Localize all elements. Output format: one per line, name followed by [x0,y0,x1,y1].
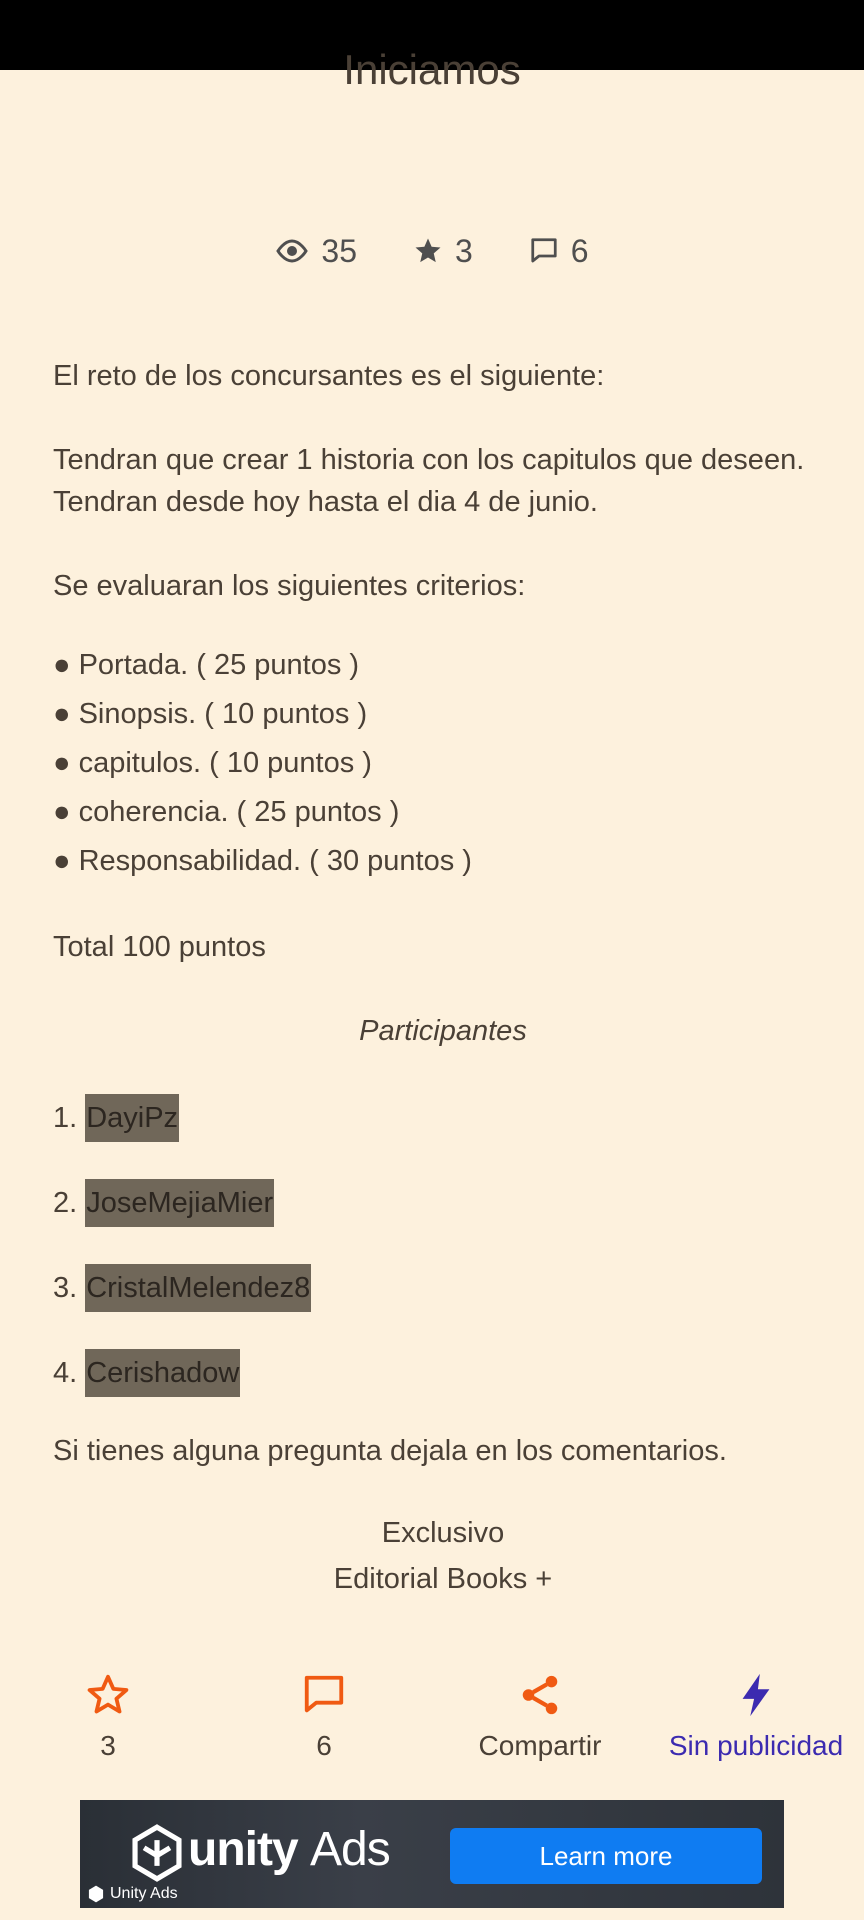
participants-heading: Participantes [359,1015,527,1047]
ad-brand [188,1822,390,1877]
ad-banner[interactable] [80,1800,784,1908]
votes-stat [413,233,473,270]
unity-logo-icon [126,1822,188,1884]
editorial-label: Editorial Books + [333,1563,553,1595]
unity-badge-icon [86,1884,106,1904]
paragraph: Tendran que crear 1 historia con los capitulos que deseen. Tendran desde hoy hasta el dia 4 de junio. [53,444,805,518]
comment-icon [529,236,559,266]
share-icon [517,1672,563,1718]
comment-outline-icon [301,1672,347,1718]
participant-item [53,1179,833,1264]
participant-number: 3. [53,1272,78,1304]
participant-number: 2. [53,1187,78,1219]
no-ads-label: Sin publicidad [668,1730,844,1761]
participant-link[interactable]: Cerishadow [85,1349,240,1397]
comments-count: 6 [570,232,589,269]
views-stat [275,233,357,270]
vote-button[interactable] [0,1672,216,1782]
list-item: ● capitulos. ( 10 puntos ) [53,747,372,779]
participant-link[interactable]: CristalMelendez8 [85,1264,311,1312]
paragraph: El reto de los concursantes es el siguiente: [53,360,605,392]
star-outline-icon [85,1672,131,1718]
comment-count: 6 [316,1730,332,1761]
share-label: Compartir [478,1730,602,1761]
ad-brand-name: unity [188,1823,298,1876]
ad-badge-label: Unity Ads [110,1885,178,1902]
action-bar [0,1672,864,1782]
no-ads-button[interactable] [648,1672,864,1782]
participant-item [53,1264,833,1349]
participant-number: 1. [53,1102,78,1134]
closing-paragraph: Si tienes alguna pregunta dejala en los comentarios. [53,1435,727,1467]
list-item: ● Portada. ( 25 puntos ) [53,649,360,681]
chapter-content [53,355,833,1602]
ad-badge [86,1884,178,1904]
participant-link[interactable]: DayiPz [85,1094,179,1142]
eye-icon [275,239,309,263]
learn-more-button[interactable]: Learn more [450,1828,762,1884]
share-button[interactable] [432,1672,648,1782]
chapter-title: Iniciamos [343,46,521,90]
ad-brand-suffix: Ads [310,1823,390,1876]
exclusive-label: Exclusivo [381,1517,505,1549]
comments-stat [529,233,589,270]
list-item: ● coherencia. ( 25 puntos ) [53,796,400,828]
participant-item [53,1349,833,1434]
chapter-stats [0,226,864,276]
lightning-icon [733,1672,779,1718]
votes-count: 3 [455,232,473,269]
participant-number: 4. [53,1357,78,1389]
participant-link[interactable]: JoseMejiaMier [85,1179,274,1227]
views-count: 35 [321,232,357,269]
list-item: ● Sinopsis. ( 10 puntos ) [53,698,368,730]
paragraph: Se evaluaran los siguientes criterios: [53,570,526,602]
participant-item [53,1094,833,1179]
criteria-list [53,641,833,886]
list-item: ● Responsabilidad. ( 30 puntos ) [53,845,472,877]
total-points: Total 100 puntos [53,931,266,963]
comment-button[interactable] [216,1672,432,1782]
vote-count: 3 [100,1730,116,1761]
star-icon [413,236,443,266]
